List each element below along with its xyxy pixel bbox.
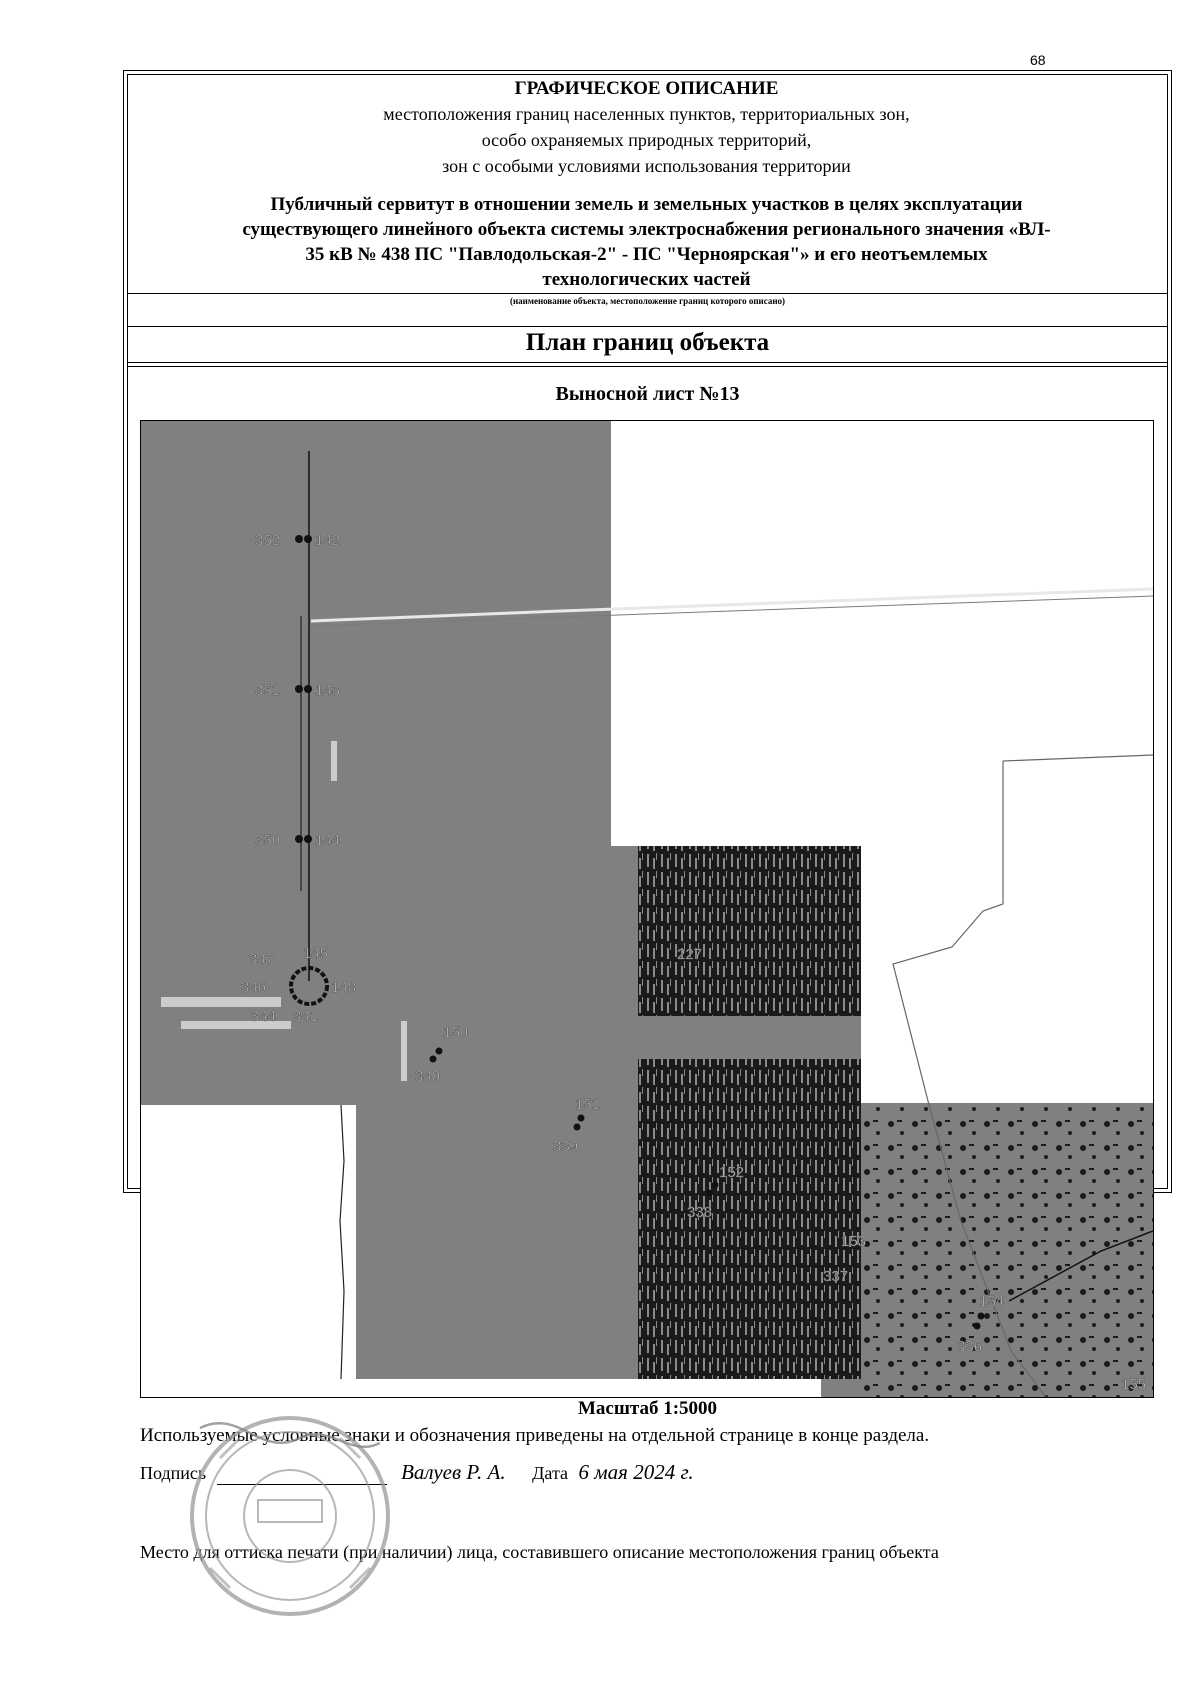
marker-142	[304, 535, 312, 543]
signer-name: Валуев Р. А.	[401, 1460, 506, 1484]
legend-note: Используемые условные знаки и обозначения приведены на отдельной странице в конце раздела.	[140, 1425, 930, 1446]
seal-stamp-icon	[180, 1398, 400, 1628]
date-label: Дата	[532, 1463, 569, 1483]
marker-144	[304, 835, 312, 843]
marker-336	[974, 1323, 981, 1330]
label-352: 352	[255, 532, 281, 549]
date-value: 6 мая 2024 г.	[578, 1460, 694, 1484]
boundary-map	[141, 421, 1153, 1397]
marker-340	[430, 1056, 437, 1063]
divider-1	[127, 293, 1168, 294]
marker-350	[295, 835, 303, 843]
label-336: 336	[957, 1338, 983, 1355]
subtitle-line-3: зон с особыми условиями использования территории	[442, 156, 851, 176]
label-340: 340	[415, 1068, 441, 1085]
object-caption: (наименование объекта, местоположение границ которого описано)	[509, 296, 786, 306]
label-350: 350	[255, 832, 281, 849]
seal-note: Место для оттиска печати (при наличии) лица, составившего описание местоположения границ объекта	[140, 1542, 939, 1562]
object-line-4: технологических частей	[542, 269, 751, 290]
label-148: 148	[331, 979, 357, 996]
light-streak-1	[161, 997, 281, 1007]
divider-3	[127, 362, 1168, 363]
divider-4	[127, 366, 1168, 367]
marker-351	[295, 685, 303, 693]
label-143: 143	[315, 682, 341, 699]
label-337: 337	[823, 1268, 849, 1285]
label-338: 338	[687, 1204, 713, 1221]
map-scale: Масштаб 1:5000	[577, 1398, 718, 1419]
subtitle-line-1: местоположения границ населенных пунктов, территориальных зон,	[383, 104, 910, 124]
label-150: 150	[443, 1024, 469, 1041]
marker-152	[712, 1182, 719, 1189]
marker-352	[295, 535, 303, 543]
marker-150	[436, 1048, 443, 1055]
label-144: 144	[315, 832, 341, 849]
subtitle-line-2: особо охраняемых природных территорий,	[481, 130, 812, 150]
marker-338	[706, 1190, 713, 1197]
signature-label: Подпись	[140, 1463, 207, 1483]
object-line-1: Публичный сервитут в отношении земель и земельных участков в целях эксплуатации	[270, 194, 1023, 215]
label-347: 347	[249, 951, 275, 968]
marker-143	[304, 685, 312, 693]
left-gap-line	[340, 1105, 344, 1379]
parcel-boundary	[1003, 755, 1153, 761]
label-151: 151	[575, 1096, 601, 1113]
label-155: 155	[1121, 1376, 1147, 1393]
map-frame	[140, 420, 1154, 1398]
plan-title: План границ объекта	[525, 329, 770, 356]
marker-339	[574, 1124, 581, 1131]
label-142: 142	[315, 532, 341, 549]
object-line-2: существующего линейного объекта системы электроснабжения регионального значения «ВЛ-	[242, 219, 1051, 240]
label-152: 152	[719, 1164, 745, 1181]
header-box	[127, 74, 1166, 358]
label-227: 227	[677, 946, 703, 963]
object-line-3: 35 кВ № 438 ПС "Павлодольская-2" - ПС "Черноярская"» и его неотъемлемых	[305, 244, 988, 265]
dark-area-1	[638, 846, 861, 1016]
label-344: 344	[251, 1008, 277, 1025]
label-346: 346	[241, 979, 267, 996]
marker-151	[578, 1115, 585, 1122]
dark-area-2	[638, 1059, 861, 1379]
document-title: ГРАФИЧЕСКОЕ ОПИСАНИЕ	[514, 78, 779, 99]
label-341: 341	[293, 1008, 319, 1025]
label-153: 153	[841, 1233, 867, 1250]
label-351: 351	[255, 682, 281, 699]
light-streak-4	[401, 1021, 407, 1081]
dark-area-3	[861, 1103, 1153, 1397]
marker-154	[978, 1313, 985, 1320]
page-number: 68	[1030, 52, 1046, 68]
light-streak-3	[331, 741, 337, 781]
divider-2	[127, 326, 1168, 327]
label-339: 339	[553, 1138, 579, 1155]
label-154: 154	[979, 1293, 1005, 1310]
label-145: 145	[303, 945, 329, 962]
object-name	[177, 192, 1116, 292]
sheet-title: Выносной лист №13	[555, 383, 740, 405]
